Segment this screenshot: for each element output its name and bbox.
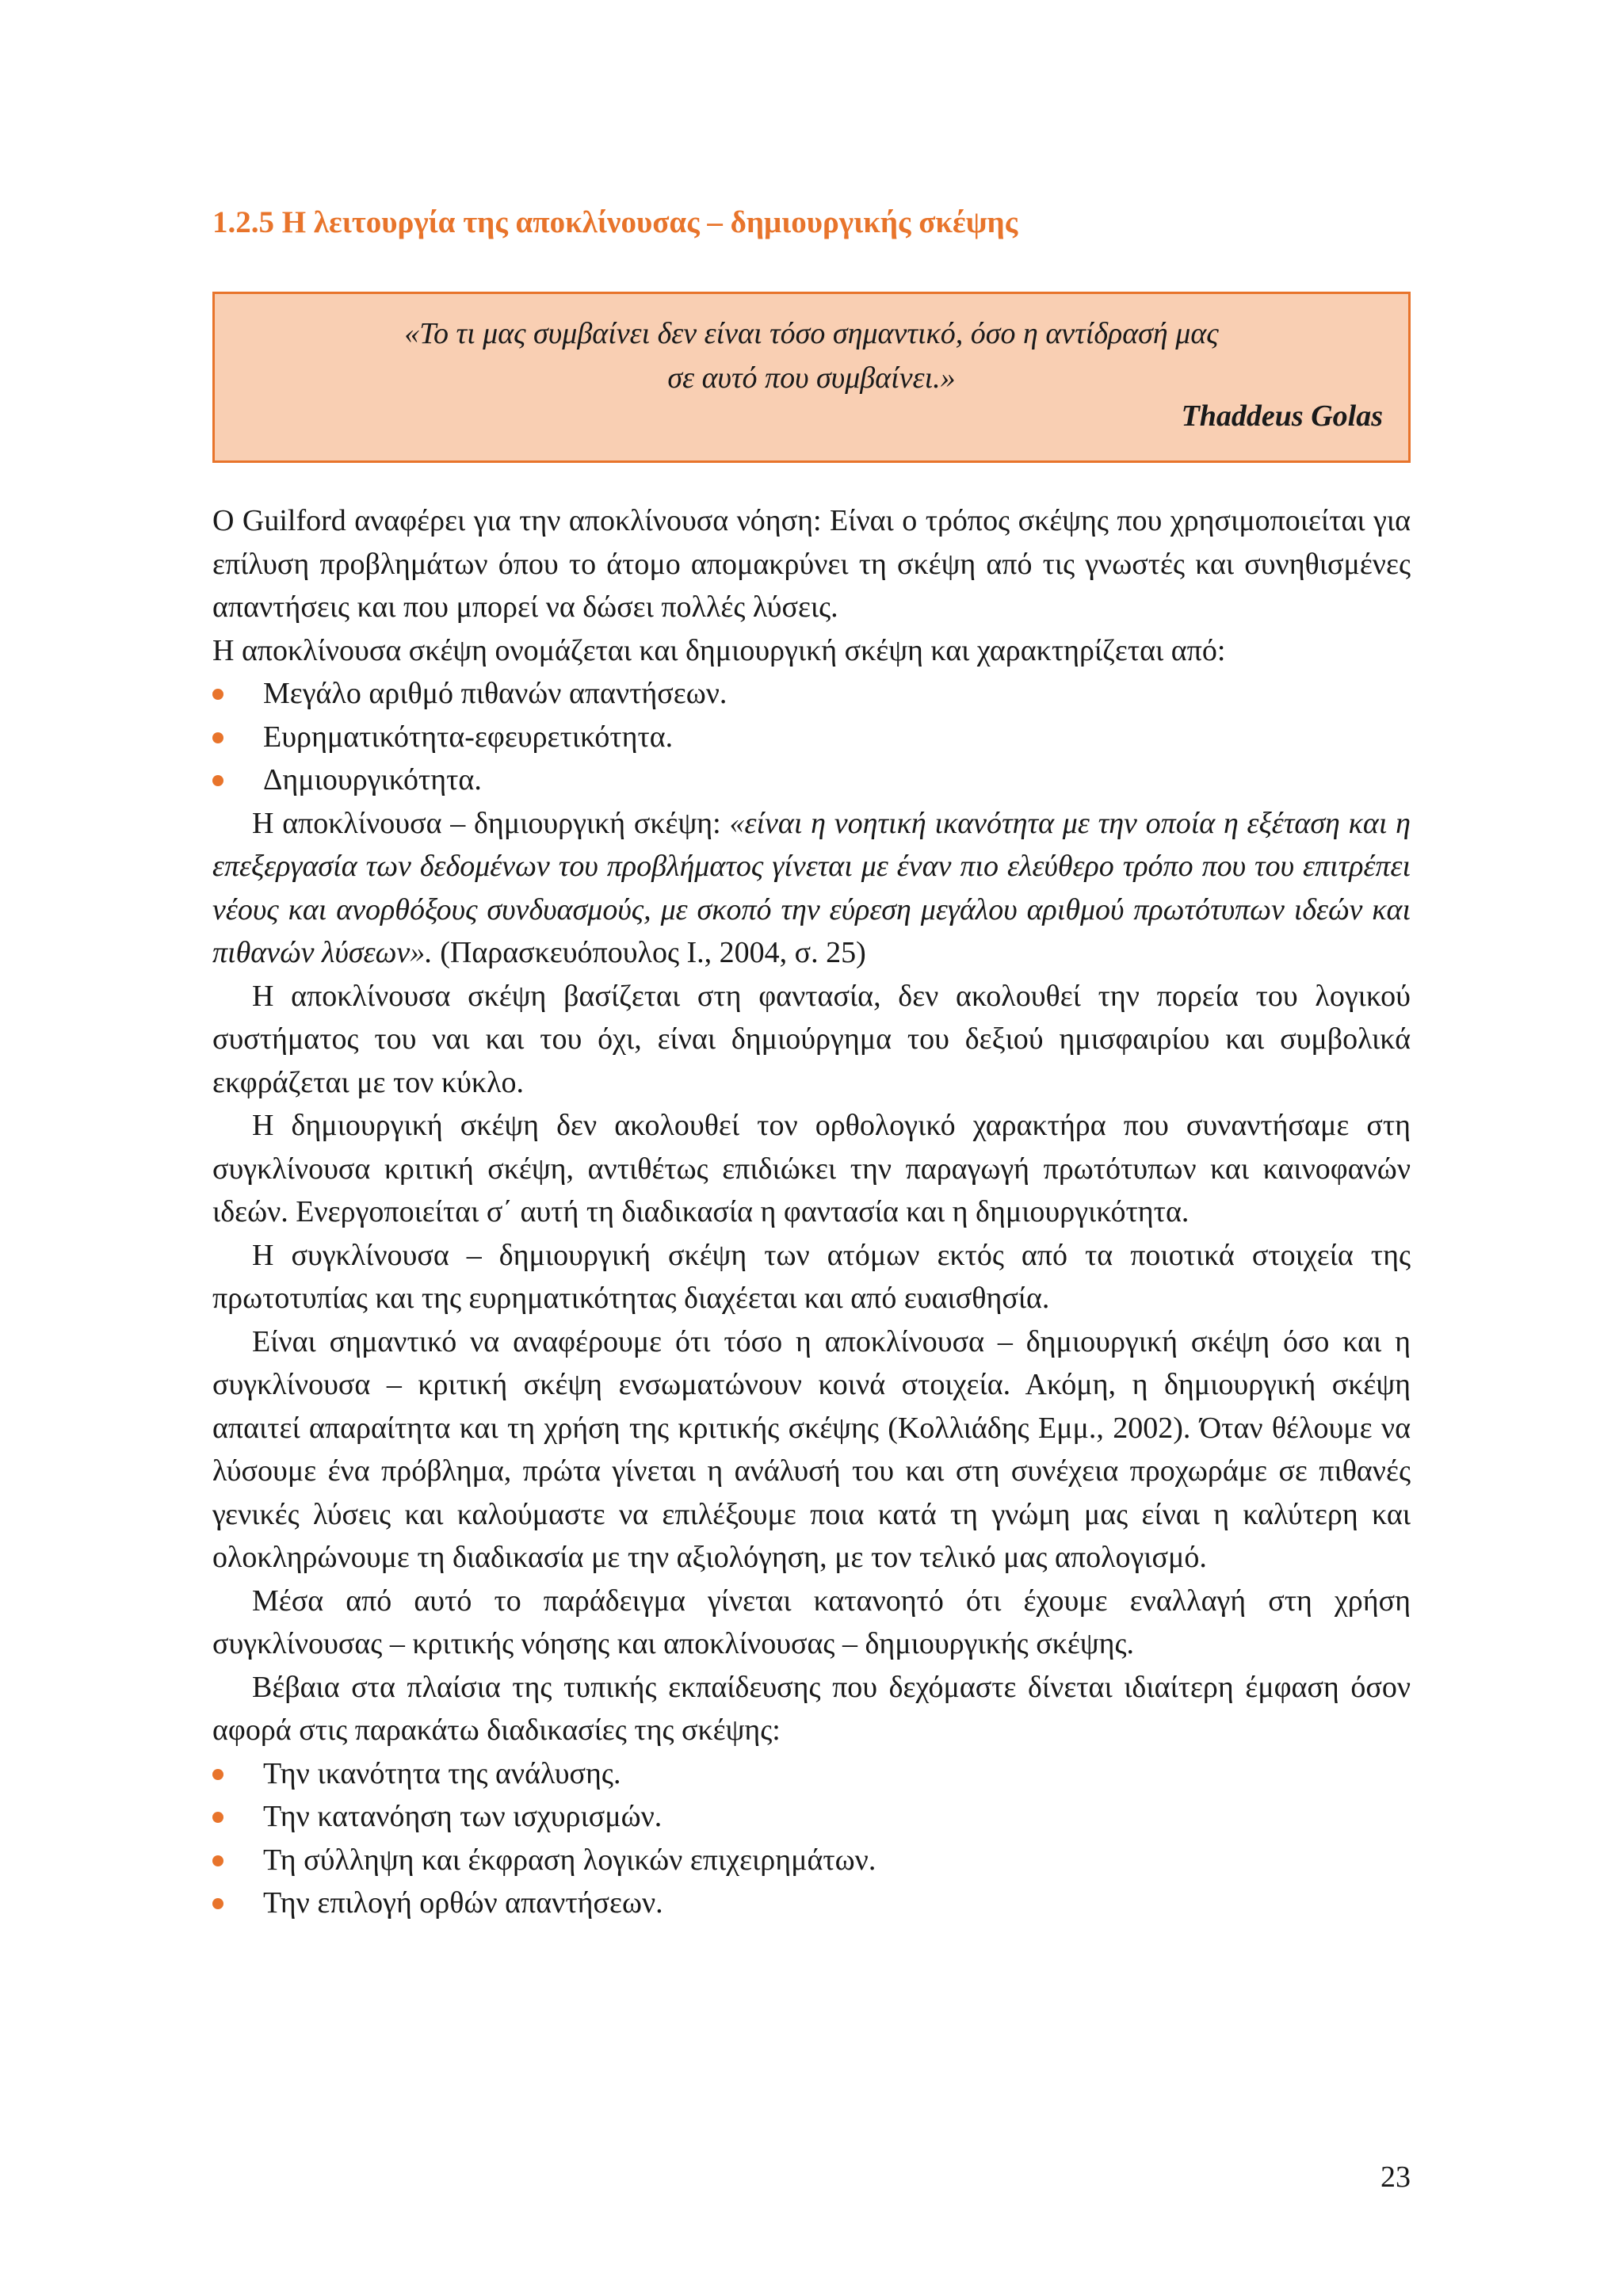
epigraph-box [212,292,1411,463]
list-item: Τη σύλληψη και έκφραση λογικών επιχειρημάτων. [212,1839,1411,1882]
paragraph-example: Μέσα από αυτό το παράδειγμα γίνεται κατανοητό ότι έχουμε εναλλαγή στη χρήση συγκλίνουσας – κριτικής νόησης και αποκλίνουσας – δημιουργικής σκέψης. [212,1584,1411,1660]
list-item: Την επιλογή ορθών απαντήσεων. [212,1881,1411,1925]
paragraph-guilford: Ο Guilford αναφέρει για την αποκλίνουσα νόηση: Είναι ο τρόπος σκέψης που χρησιμοποιείται για επίλυση προβλημάτων όπου το άτομο απομακρύνει τη σκέψη από τις γνωστές και συνηθισμένες απαντήσεις και που μπορεί να δώσει πολλές λύσεις. [212,504,1411,624]
page-number: 23 [1381,2160,1411,2194]
epigraph-line-1: «Το τι μας συμβαίνει δεν είναι τόσο σημαντικό, όσο η αντίδρασή μας [404,317,1219,350]
epigraph-quote [215,311,1408,400]
bullet-icon [212,689,223,700]
section-heading: 1.2.5 Η λειτουργία της αποκλίνουσας – δημιουργικής σκέψης [212,205,1018,239]
paragraph-definition [212,802,1411,975]
paragraph-characteristics-intro: Η αποκλίνουσα σκέψη ονομάζεται και δημιουργική σκέψη και χαρακτηρίζεται από: [212,633,1226,667]
epigraph-author: Thaddeus Golas [1181,399,1383,433]
list-item: Την κατανόηση των ισχυρισμών. [212,1795,1411,1839]
document-page [212,0,1417,2296]
list-item: Δημιουργικότητα. [212,758,1411,802]
thinking-processes-list [212,1752,1411,1925]
bullet-icon [212,1898,223,1909]
paragraph-common-elements: Είναι σημαντικό να αναφέρουμε ότι τόσο η αποκλίνουσα – δημιουργική σκέψη όσο και η συγκλίνουσα – κριτική σκέψη ενσωματώνουν κοινά στοιχεία. Ακόμη, η δημιουργική σκέψη απαιτεί απαραίτητα και τη χρήση της κριτικής σκέψης (Κολλιάδης Εμμ., 2002). Όταν θέλουμε να λύσουμε ένα πρόβλημα, πρώτα γίνεται η ανάλυσή του και στη συνέχεια προχωράμε σε πιθανές γενικές λύσεις και καλούμαστε να επιλέξουμε ποια κατά τη γνώμη μας είναι η καλύτερη και ολοκληρώνουμε τη διαδικασία με την αξιολόγηση, με τον τελικό μας απολογισμό. [212,1324,1411,1574]
paragraph-sensitivity: Η συγκλίνουσα – δημιουργική σκέψη των ατόμων εκτός από τα ποιοτικά στοιχεία της πρωτοτυπίας και της ευρηματικότητας διαχέεται και από ευαισθησία. [212,1238,1411,1315]
list-item: Την ικανότητα της ανάλυσης. [212,1752,1411,1796]
paragraph-education: Βέβαια στα πλαίσια της τυπικής εκπαίδευσης που δεχόμαστε δίνεται ιδιαίτερη έμφαση όσον αφορά στις παρακάτω διαδικασίες της σκέψης: [212,1670,1411,1747]
definition-lead: Η αποκλίνουσα – δημιουργική σκέψη: [252,806,730,840]
bullet-icon [212,775,223,786]
bullet-icon [212,732,223,743]
body-text [212,499,1411,1925]
characteristics-list [212,672,1411,802]
definition-quote: «είναι η νοητική ικανότητα με την οποία η εξέταση και η επεξεργασία των δεδομένων του προβλήματος γίνεται με έναν πιο ελεύθερο τρόπο που του επιτρέπει νέους και ανορθόξους συνδυασμούς, με σκοπό την εύρεση μεγάλου αριθμού πρωτότυπων ιδεών και πιθανών λύσεων». [212,806,1411,969]
bullet-icon [212,1855,223,1866]
list-item: Ευρηματικότητα-εφευρετικότητα. [212,716,1411,759]
bullet-icon [212,1812,223,1823]
paragraph-imagination: Η αποκλίνουσα σκέψη βασίζεται στη φαντασία, δεν ακολουθεί την πορεία του λογικού συστήματος του ναι και του όχι, είναι δημιούργημα του δεξιού ημισφαιρίου και συμβολικά εκφράζεται με τον κύκλο. [212,979,1411,1099]
definition-citation: (Παρασκευόπουλος Ι., 2004, σ. 25) [432,936,866,969]
bullet-icon [212,1769,223,1780]
epigraph-line-2: σε αυτό που συμβαίνει.» [667,361,956,395]
list-item: Μεγάλο αριθμό πιθανών απαντήσεων. [212,672,1411,716]
paragraph-creative-thinking: Η δημιουργική σκέψη δεν ακολουθεί τον ορθολογικό χαρακτήρα που συναντήσαμε στη συγκλίνουσα κριτική σκέψη, αντιθέτως επιδιώκει την παραγωγή πρωτότυπων και καινοφανών ιδεών. Ενεργοποιείται σ΄ αυτή τη διαδικασία η φαντασία και η δημιουργικότητα. [212,1109,1411,1228]
